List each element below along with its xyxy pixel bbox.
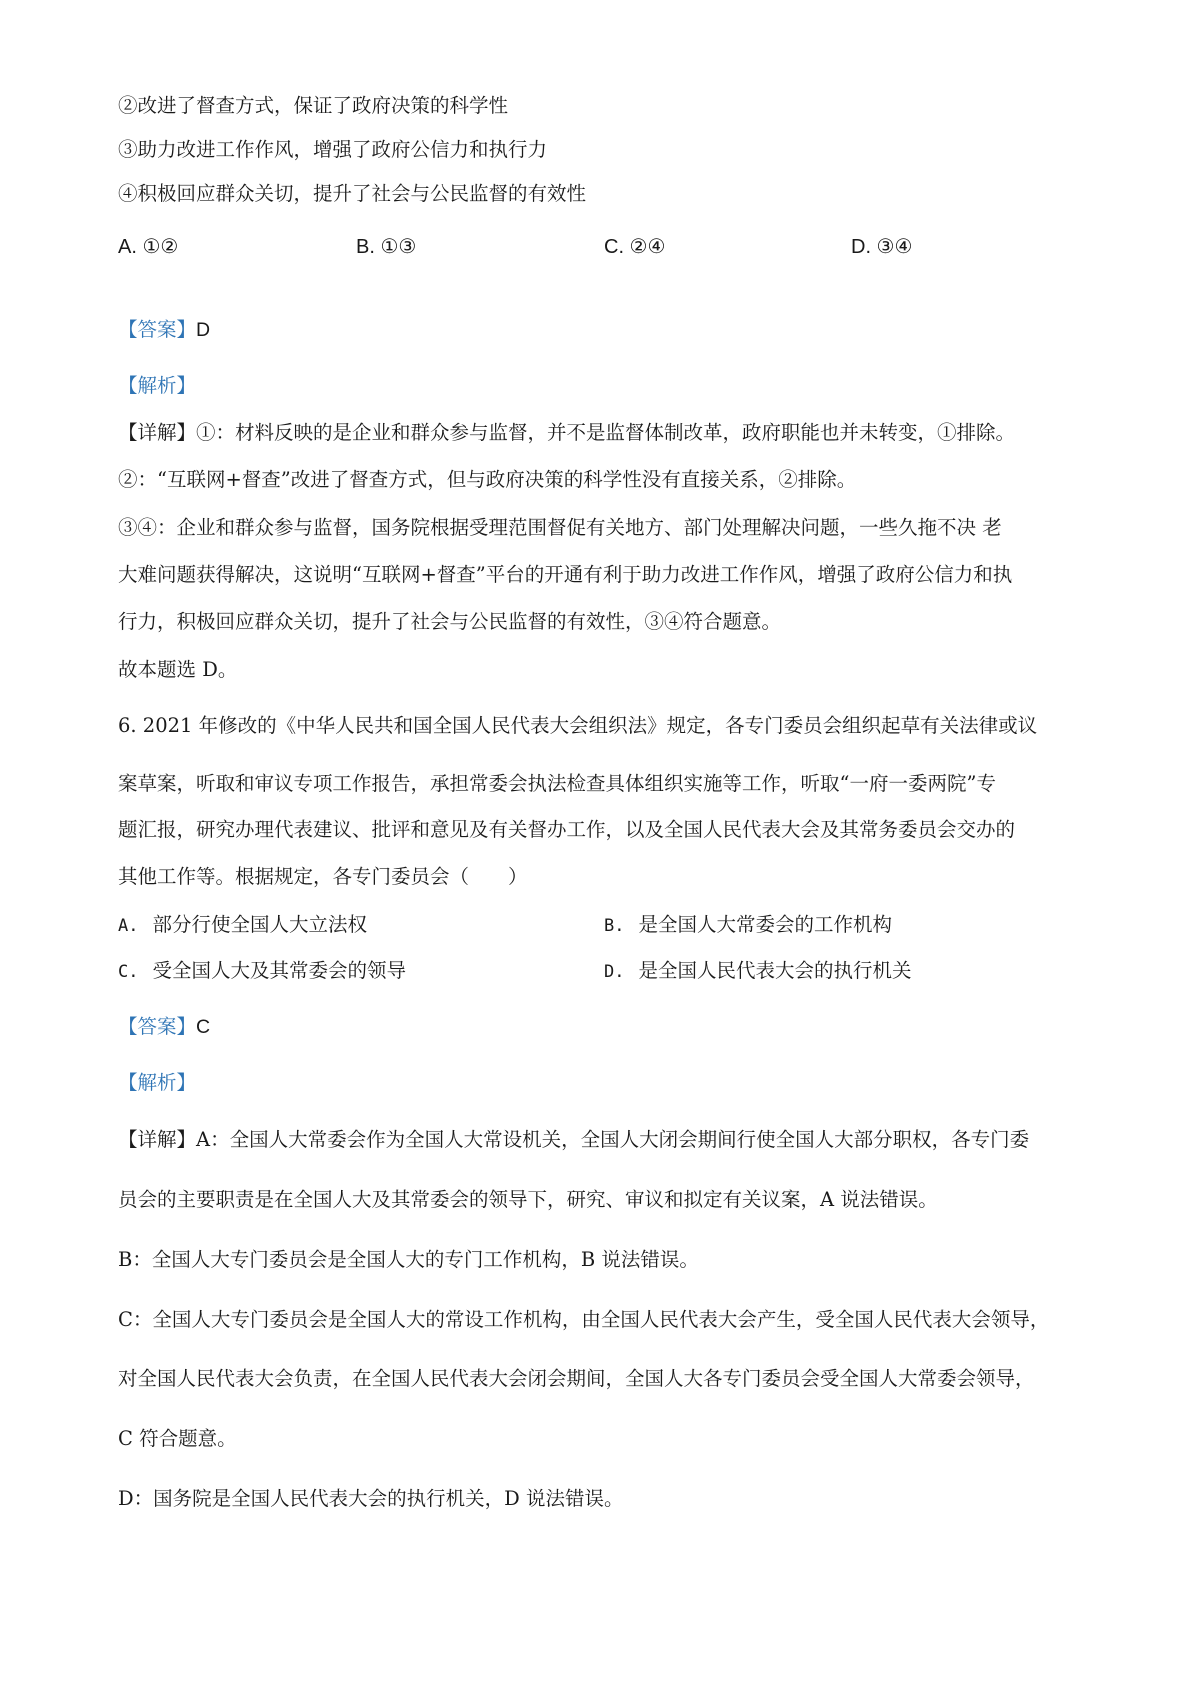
q5-detail-line: 大难问题获得解决，这说明“互联网+督查”平台的开通有利于助力改进工作作风，增强了政府公信力和执 — [118, 563, 1013, 586]
q5-option-d: D. ③④ — [851, 236, 913, 258]
q5-option-b: B. ①③ — [356, 236, 417, 258]
q6-detail-line: 员会的主要职责是在全国人大及其常委会的领导下，研究、审议和拟定有关议案，A 说法错误。 — [118, 1188, 938, 1211]
answer-tag: 【答案】 — [118, 318, 197, 341]
answer-value: D — [196, 319, 211, 341]
q6-stem-line: 题汇报，研究办理代表建议、批评和意见及有关督办工作，以及全国人民代表大会及其常务委员会交办的 — [118, 818, 1016, 841]
q6-detail-line: B：全国人大专门委员会是全国人大的专门工作机构，B 说法错误。 — [118, 1248, 699, 1271]
q6-option-d — [604, 957, 912, 986]
q5-statement-3: ③助力改进工作作风，增强了政府公信力和执行力 — [118, 138, 548, 161]
q5-detail-line: 故本题选 D。 — [118, 658, 238, 681]
q5-statement-2: ②改进了督查方式，保证了政府决策的科学性 — [118, 94, 509, 117]
option-letter: A. — [118, 916, 139, 936]
q6-answer — [118, 1013, 210, 1041]
option-text: 是全国人大常委会的工作机构 — [638, 913, 892, 936]
q6-option-a — [118, 911, 367, 940]
q6-stem-line: 案草案，听取和审议专项工作报告，承担常委会执法检查具体组织实施等工作，听取“一府一委两院”专 — [118, 772, 996, 795]
option-letter: D. — [604, 962, 625, 982]
answer-tag: 【答案】 — [118, 1015, 197, 1038]
option-letter: B. — [604, 916, 625, 936]
option-letter: C. — [118, 962, 139, 982]
q6-stem-line: 其他工作等。根据规定，各专门委员会（ ） — [118, 865, 528, 888]
option-text: 部分行使全国人大立法权 — [152, 913, 367, 936]
q6-detail-line: D：国务院是全国人民代表大会的执行机关，D 说法错误。 — [118, 1487, 624, 1510]
q6-analysis-tag: 【解析】 — [118, 1071, 197, 1094]
q6-detail-line: C：全国人大专门委员会是全国人大的常设工作机构，由全国人民代表大会产生，受全国人民代表大会领导， — [118, 1308, 1050, 1331]
option-text: 受全国人大及其常委会的领导 — [152, 959, 406, 982]
q6-detail-line: 对全国人民代表大会负责，在全国人民代表大会闭会期间，全国人大各专门委员会受全国人大常委会领导， — [118, 1367, 1035, 1390]
q5-detail-line: 行力，积极回应群众关切，提升了社会与公民监督的有效性，③④符合题意。 — [118, 610, 782, 633]
option-text: 是全国人民代表大会的执行机关 — [638, 959, 912, 982]
q6-stem-line: 6. 2021 年修改的《中华人民共和国全国人民代表大会组织法》规定，各专门委员会组织起草有关法律或议 — [118, 714, 1038, 737]
q6-option-b — [604, 911, 892, 940]
q5-detail-line: ②：“互联网+督查”改进了督查方式，但与政府决策的科学性没有直接关系，②排除。 — [118, 468, 857, 491]
answer-value: C — [196, 1016, 211, 1038]
q6-option-c — [118, 957, 406, 986]
q6-detail-line: C 符合题意。 — [118, 1427, 237, 1450]
q5-answer — [118, 316, 210, 344]
q5-option-a: A. ①② — [118, 236, 179, 258]
q5-statement-4: ④积极回应群众关切，提升了社会与公民监督的有效性 — [118, 182, 587, 205]
q5-analysis-tag: 【解析】 — [118, 374, 197, 397]
q6-detail-line: 【详解】A：全国人大常委会作为全国人大常设机关，全国人大闭会期间行使全国人大部分职权，各专门委 — [118, 1128, 1030, 1151]
q5-detail-line: 【详解】①：材料反映的是企业和群众参与监督，并不是监督体制改革，政府职能也并未转变，①排除。 — [118, 421, 1016, 444]
q5-option-c: C. ②④ — [604, 236, 666, 258]
q5-detail-line: ③④：企业和群众参与监督，国务院根据受理范围督促有关地方、部门处理解决问题，一些久拖不决 老 — [118, 516, 1002, 539]
